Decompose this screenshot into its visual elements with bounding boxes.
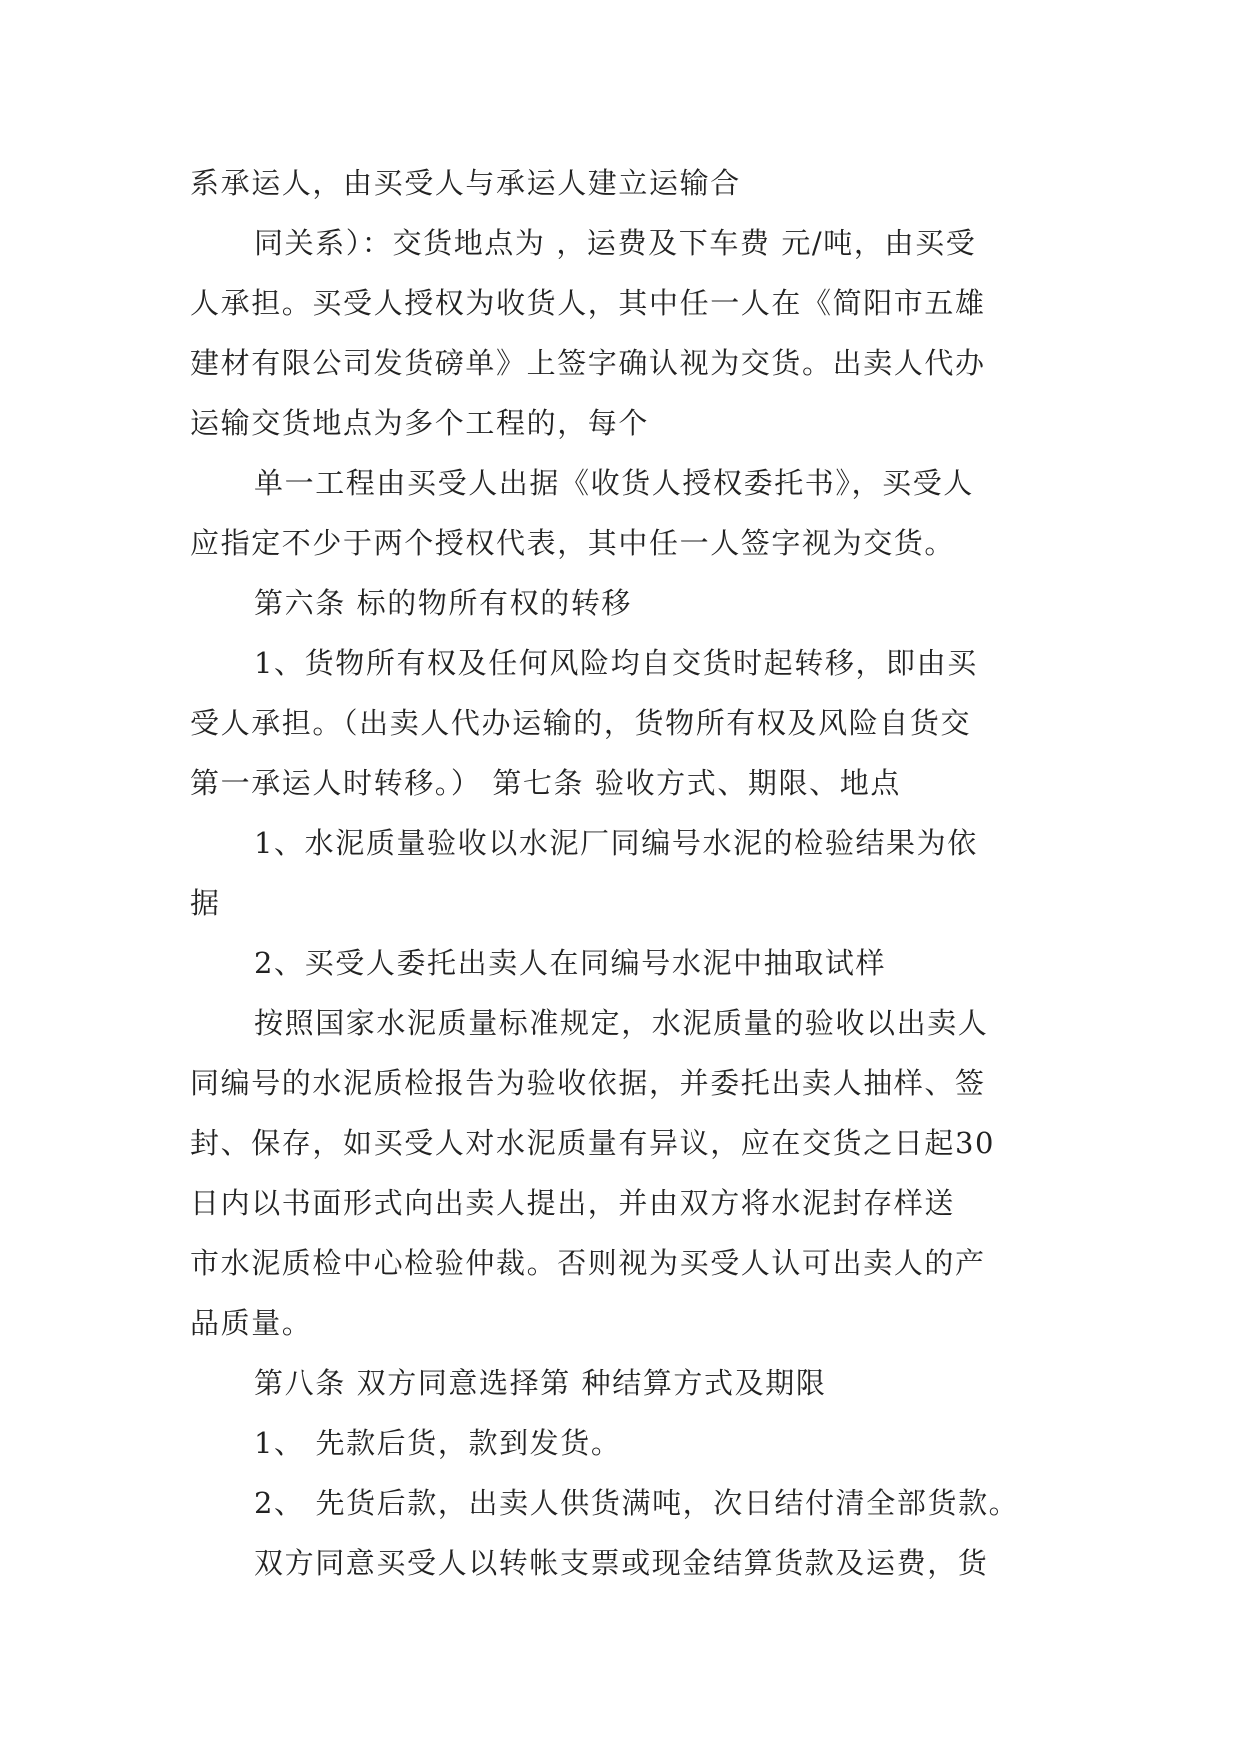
text-line: 双方同意买受人以转帐支票或现金结算货款及运费，货 [254,1546,989,1580]
text-line: 封、保存，如买受人对水泥质量有异议，应在交货之日起30 [190,1126,996,1160]
text-line: 1、水泥质量验收以水泥厂同编号水泥的检验结果为依 [254,826,978,860]
text-line: 第一承运人时转移。） 第七条 验收方式、期限、地点 [190,766,901,800]
text-line: 单一工程由买受人出据《收货人授权委托书》，买受人 [254,466,974,500]
text-line: 建材有限公司发货磅单》上签字确认视为交货。出卖人代办 [190,346,986,380]
text-line: 系承运人，由买受人与承运人建立运输合 [190,166,741,200]
contract-body-text [190,153,1065,1593]
text-line: 市水泥质检中心检验仲裁。否则视为买受人认可出卖人的产 [190,1246,986,1280]
article-heading: 第六条 标的物所有权的转移 [254,586,633,620]
text-line: 按照国家水泥质量标准规定，水泥质量的验收以出卖人 [254,1006,989,1040]
text-line: 日内以书面形式向出卖人提出，并由双方将水泥封存样送 [190,1186,956,1220]
text-line: 品质量。 [190,1306,313,1340]
text-line: 受人承担。（出卖人代办运输的，货物所有权及风险自货交 [190,706,972,740]
article-heading: 第八条 双方同意选择第 种结算方式及期限 [254,1366,827,1400]
text-line: 1、货物所有权及任何风险均自交货时起转移，即由买 [254,646,978,680]
text-line: 同关系）：交货地点为 ，运费及下车费 元/吨，由买受 [254,226,977,260]
text-line: 2、买受人委托出卖人在同编号水泥中抽取试样 [254,946,887,980]
text-line: 据 [190,886,221,920]
text-line: 1、 先款后货，款到发货。 [254,1426,622,1460]
text-line: 应指定不少于两个授权代表，其中任一人签字视为交货。 [190,526,956,560]
text-line: 2、 先货后款，出卖人供货满吨，次日结付清全部货款。 [254,1486,1020,1520]
text-line: 人承担。买受人授权为收货人，其中任一人在《简阳市五雄 [190,286,986,320]
text-line: 运输交货地点为多个工程的，每个 [190,406,650,440]
text-line: 同编号的水泥质检报告为验收依据，并委托出卖人抽样、签 [190,1066,986,1100]
